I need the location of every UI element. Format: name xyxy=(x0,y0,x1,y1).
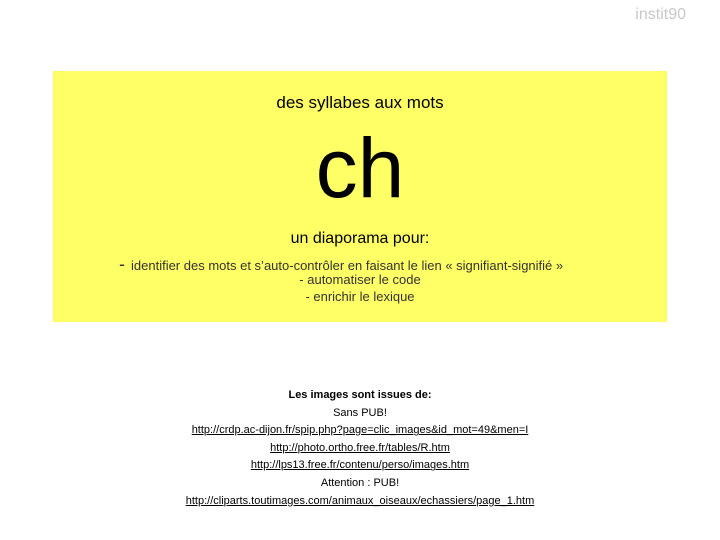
slide-subtitle: un diaporama pour: xyxy=(290,230,430,247)
goal-item-1-text: identifier des mots et s’auto-contrôler en faisant le lien « signifiant-signifié » xyxy=(131,258,564,273)
sources-note-ads: Attention : PUB! xyxy=(320,476,400,489)
goal-bullet-dash: - xyxy=(119,254,125,274)
source-link-lps13[interactable]: http://lps13.free.fr/contenu/perso/images.htm xyxy=(250,459,470,472)
source-link-crdp[interactable]: http://crdp.ac-dijon.fr/spip.php?page=clic_images&id_mot=49&men=I xyxy=(191,424,529,437)
slide-title: des syllabes aux mots xyxy=(276,93,444,112)
goal-item-3: - enrichir le lexique xyxy=(305,289,415,304)
sources-heading: Les images sont issues de: xyxy=(288,389,432,401)
source-link-photo-ortho[interactable]: http://photo.ortho.free.fr/tables/R.htm xyxy=(270,441,450,454)
image-sources xyxy=(0,387,720,510)
watermark-text: instit90 xyxy=(635,6,686,23)
title-panel xyxy=(53,71,667,322)
syllable-heading: ch xyxy=(315,121,405,215)
goal-item-2: - automatiser le code xyxy=(299,272,421,287)
source-link-cliparts[interactable]: http://cliparts.toutimages.com/animaux_oiseaux/echassiers/page_1.htm xyxy=(185,494,535,507)
sources-note-no-ads: Sans PUB! xyxy=(333,406,387,419)
